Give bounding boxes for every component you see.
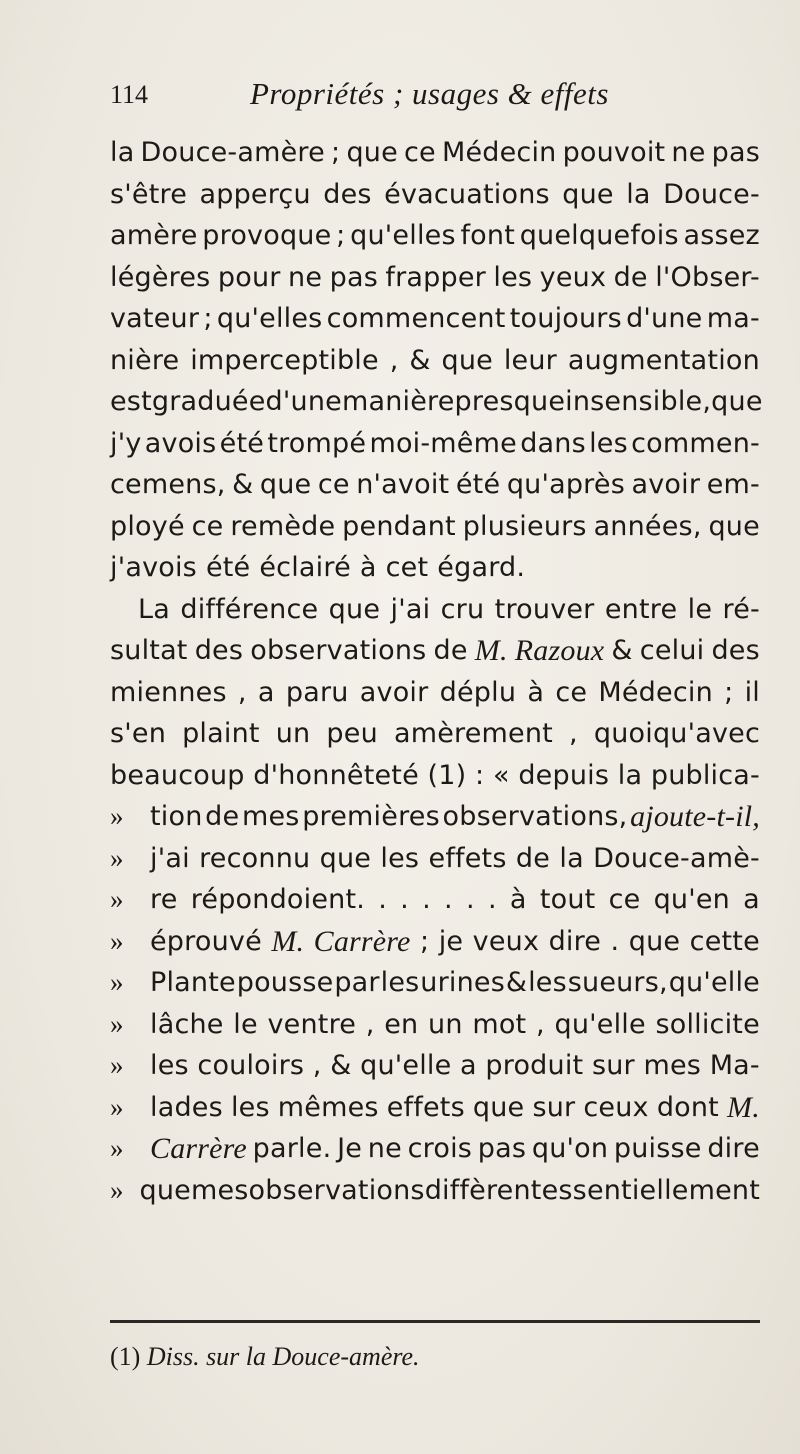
word: , <box>702 386 712 417</box>
word: , <box>569 718 578 749</box>
text-line <box>110 506 760 548</box>
word: que <box>628 925 681 957</box>
word: quelquefois <box>519 220 679 251</box>
word: ce <box>608 884 641 915</box>
word: a <box>257 676 275 708</box>
word: que <box>711 386 763 417</box>
page-number: 114 <box>110 80 149 109</box>
word: qu'en <box>653 884 730 915</box>
word: qu'on <box>531 1133 609 1164</box>
word: l'Obser- <box>655 261 760 293</box>
word: augmentation <box>567 344 760 376</box>
word: dire <box>707 1133 760 1164</box>
word: yeux <box>539 261 607 293</box>
word: qu'elle <box>554 1008 646 1040</box>
word: ce <box>555 676 588 708</box>
word: sur <box>532 1091 576 1123</box>
text-line <box>110 547 760 589</box>
footnote-marker: (1) <box>110 1342 141 1371</box>
quote-mark: » <box>110 925 124 956</box>
footnote-rule <box>110 1320 760 1323</box>
word: moi-même <box>369 427 517 459</box>
word: pas <box>329 261 378 293</box>
word: . <box>610 925 620 957</box>
word: d'une <box>626 303 703 334</box>
quote-mark: » <box>110 1008 124 1039</box>
word: des <box>194 635 244 666</box>
page-header <box>110 72 760 122</box>
word: égard. <box>437 552 526 583</box>
word: sollicite <box>655 1008 760 1040</box>
word: lades <box>150 1091 223 1123</box>
word: crois <box>407 1133 473 1164</box>
word: sur <box>591 1050 635 1081</box>
italic-word: M. <box>727 1090 760 1124</box>
quote-mark: » <box>110 801 124 831</box>
word: avoir <box>631 469 701 500</box>
text-line <box>110 1045 760 1087</box>
word: sultat <box>110 635 188 666</box>
word: & <box>232 469 254 500</box>
word: mes <box>643 1050 702 1081</box>
word: dans <box>520 427 586 459</box>
word: de <box>205 801 240 832</box>
word: produit <box>485 1050 584 1081</box>
word: celui <box>639 635 705 666</box>
word: légères <box>110 261 211 293</box>
word: pendant <box>342 510 456 542</box>
word: de <box>515 842 551 874</box>
word: de <box>433 635 468 666</box>
word: . <box>378 884 387 915</box>
word: amèrement <box>393 718 553 749</box>
word: commen- <box>631 427 760 459</box>
word: pour <box>217 261 281 293</box>
word: été <box>219 427 265 459</box>
text-line <box>110 215 760 257</box>
word: répondoient. <box>190 884 366 915</box>
word: em- <box>706 469 760 500</box>
word: ré- <box>722 593 760 625</box>
text-line <box>110 464 760 506</box>
word: . <box>466 884 475 915</box>
quote-mark: » <box>110 1050 124 1080</box>
word: effets <box>428 842 507 874</box>
word: , <box>389 344 399 376</box>
word: les <box>380 842 420 874</box>
text-line <box>110 921 760 963</box>
text-line <box>110 796 760 838</box>
word: dont <box>656 1091 719 1123</box>
word: s'en <box>110 718 167 749</box>
italic-word: ajoute-t-il, <box>630 800 760 833</box>
word: miennes <box>110 676 227 708</box>
word: premières <box>302 801 440 832</box>
word: qu'après <box>506 469 625 500</box>
word: les <box>230 1091 270 1123</box>
word: les <box>589 427 628 459</box>
word: années, <box>593 510 702 542</box>
word: parle. <box>252 1133 332 1164</box>
word: beaucoup <box>110 759 245 791</box>
word: éclairé <box>259 552 351 583</box>
word: peu <box>326 718 378 749</box>
text-line <box>110 672 760 714</box>
word: ; <box>336 220 346 251</box>
word: les <box>493 261 533 293</box>
word: cette <box>689 925 760 957</box>
word: ne <box>288 261 323 293</box>
word: amère <box>110 220 198 251</box>
italic-word: M. <box>474 634 508 667</box>
word: mes <box>241 801 300 832</box>
word: : <box>475 759 485 791</box>
word: que <box>328 593 381 625</box>
word: que <box>708 510 760 542</box>
word: entre <box>604 593 678 625</box>
word: ; <box>203 303 213 334</box>
word: vateur <box>110 303 200 334</box>
word: quoiqu'avec <box>593 718 760 749</box>
word: le <box>687 593 713 625</box>
running-title: Propriétés ; usages & effets <box>250 76 609 111</box>
word: j'ai <box>150 842 190 874</box>
word: plusieurs <box>462 510 587 542</box>
word: veux <box>472 925 540 957</box>
word: Ma- <box>709 1050 760 1081</box>
word: à <box>527 676 545 708</box>
word: les <box>528 967 567 998</box>
text-line <box>110 879 760 921</box>
word: . <box>400 884 409 915</box>
word: qu'elle <box>668 967 760 998</box>
word: cemens, <box>110 469 226 500</box>
word: les <box>150 1050 189 1081</box>
word: que <box>319 842 372 874</box>
text-line <box>110 1087 760 1129</box>
word: qu'elle <box>360 1050 452 1081</box>
word: plaint <box>182 718 260 749</box>
text-line <box>110 1128 760 1170</box>
word: avois <box>144 427 217 459</box>
word: trompé <box>267 427 367 459</box>
word: leur <box>503 344 557 376</box>
word: lâche <box>150 1008 224 1040</box>
quote-mark: » <box>110 1133 124 1163</box>
text-line <box>110 962 760 1004</box>
text-line <box>110 630 760 672</box>
word: que <box>139 1174 191 1206</box>
word: la <box>559 842 584 874</box>
word: paru <box>285 676 349 708</box>
word: la <box>110 137 135 168</box>
text-line <box>110 257 760 299</box>
word: puisse <box>613 1133 702 1164</box>
word: des <box>323 178 372 210</box>
word: ce <box>404 137 436 168</box>
word: manière <box>341 386 455 417</box>
word: reconnu <box>199 842 311 874</box>
word: ne <box>367 1133 402 1164</box>
word: ma- <box>706 303 760 334</box>
word: observations, <box>442 801 628 832</box>
word: que <box>259 469 312 500</box>
word: , <box>237 676 247 708</box>
word: il <box>744 676 760 708</box>
word: ; <box>724 676 734 708</box>
word: qu'elles <box>216 303 323 334</box>
word: la <box>617 759 643 791</box>
word: que <box>441 344 493 376</box>
word: ce <box>191 510 224 542</box>
text-line <box>110 1004 760 1046</box>
word: été <box>455 469 501 500</box>
word: cru <box>440 593 485 625</box>
word: observations <box>248 1174 425 1206</box>
word: frapper <box>385 261 486 293</box>
word: observations <box>250 635 427 666</box>
text-line <box>110 423 760 465</box>
word: , <box>536 1008 545 1040</box>
text-line <box>110 340 760 382</box>
italic-word: Carrère <box>150 1132 247 1165</box>
word: ; <box>420 925 430 957</box>
word: sueurs, <box>567 967 668 998</box>
word: ployé <box>110 510 185 542</box>
word: pousse <box>236 967 334 998</box>
quote-mark: » <box>110 884 124 914</box>
word: . <box>444 884 453 915</box>
word: éprouvé <box>150 925 262 957</box>
word: est <box>110 386 152 417</box>
word: La <box>138 593 170 625</box>
word: j'ai <box>390 593 431 625</box>
word: différence <box>180 593 319 625</box>
word: que <box>472 1091 525 1123</box>
word: couloirs <box>197 1050 305 1081</box>
text-line <box>110 381 763 423</box>
word: pas <box>477 1133 527 1164</box>
word: Plante <box>150 967 236 998</box>
text-line <box>110 132 760 174</box>
text-line <box>110 174 760 216</box>
italic-word: Razoux <box>514 634 605 667</box>
word: de <box>613 261 648 293</box>
word: essentiellement <box>541 1174 760 1206</box>
word: font <box>460 220 515 251</box>
word: . <box>422 884 431 915</box>
word: que <box>346 137 398 168</box>
word: je <box>438 925 464 957</box>
word: & <box>505 967 528 998</box>
word: tout <box>539 884 596 915</box>
text-line <box>110 298 760 340</box>
word: Douce- <box>663 178 760 210</box>
word: un <box>428 1008 463 1040</box>
word: publica- <box>650 759 760 791</box>
word: remède <box>230 510 336 542</box>
word: . <box>487 884 497 915</box>
word: évacuations <box>384 178 550 210</box>
body-text <box>110 132 763 1211</box>
word: mes <box>190 1174 249 1206</box>
word: déplu <box>439 676 517 708</box>
word: , <box>365 1008 375 1040</box>
word: ce <box>317 469 350 500</box>
word: que <box>562 178 614 210</box>
word: des <box>711 635 760 666</box>
word: diffèrent <box>424 1174 542 1206</box>
text-line <box>110 755 760 797</box>
word: Je <box>337 1133 363 1164</box>
word: cet <box>385 552 429 583</box>
quote-mark: » <box>110 1174 124 1205</box>
word: d'une <box>265 386 342 417</box>
word: été <box>205 552 251 583</box>
word: un <box>275 718 311 749</box>
word: trouver <box>494 593 595 625</box>
quote-mark: » <box>110 967 124 997</box>
word: les <box>380 967 420 998</box>
footnote-text: Diss. sur la Douce-amère. <box>146 1342 420 1371</box>
word: graduée <box>151 386 266 417</box>
word: Douce-amè- <box>593 842 760 874</box>
word: la <box>626 178 651 210</box>
word: par <box>334 967 380 998</box>
word: nière <box>110 344 180 376</box>
footnote <box>110 1342 420 1372</box>
word: mot <box>472 1008 527 1040</box>
word: Douce-amère <box>140 137 325 168</box>
quote-mark: » <box>110 1091 124 1122</box>
word: j'avois <box>110 552 197 583</box>
word: imperceptible <box>190 344 379 376</box>
quote-mark: » <box>110 842 124 873</box>
word: depuis <box>518 759 610 791</box>
word: a <box>460 1050 477 1081</box>
word: j'y <box>110 427 142 459</box>
word: pouvoit <box>562 137 666 168</box>
word: & <box>330 1050 352 1081</box>
word: ventre <box>267 1008 357 1040</box>
word: apperçu <box>199 178 311 210</box>
word: toujours <box>509 303 622 334</box>
word: presque <box>454 386 566 417</box>
word: Médecin <box>441 137 557 168</box>
word: d'honnêteté <box>253 759 419 791</box>
word: tion <box>150 801 203 832</box>
word: pas <box>711 137 760 168</box>
word: « <box>492 759 510 791</box>
word: à <box>359 552 377 583</box>
word: avoir <box>359 676 429 708</box>
word: & <box>409 344 431 376</box>
word: , <box>312 1050 322 1081</box>
word: le <box>233 1008 258 1040</box>
word: (1) <box>427 759 467 791</box>
word: ; <box>331 137 341 168</box>
word: s'être <box>110 178 188 210</box>
word: re <box>150 884 178 915</box>
word: commencent <box>326 303 506 334</box>
word: insensible <box>565 386 703 417</box>
word: Médecin <box>598 676 713 708</box>
text-line <box>110 1170 760 1212</box>
word: dire <box>548 925 602 957</box>
word: urines <box>420 967 506 998</box>
word: ne <box>671 137 706 168</box>
word: a <box>743 884 760 915</box>
word: assez <box>683 220 760 251</box>
italic-word: Carrère <box>313 924 411 958</box>
word: n'avoit <box>356 469 450 500</box>
word: ceux <box>583 1091 649 1123</box>
word: & <box>611 635 633 666</box>
word: mêmes <box>277 1091 379 1123</box>
word: qu'elles <box>350 220 456 251</box>
word: effets <box>386 1091 465 1123</box>
word: provoque <box>202 220 332 251</box>
italic-word: M. <box>271 924 305 958</box>
text-line <box>110 713 760 755</box>
text-line <box>110 589 760 631</box>
word: à <box>509 884 527 915</box>
text-line <box>110 838 760 880</box>
word: en <box>384 1008 419 1040</box>
